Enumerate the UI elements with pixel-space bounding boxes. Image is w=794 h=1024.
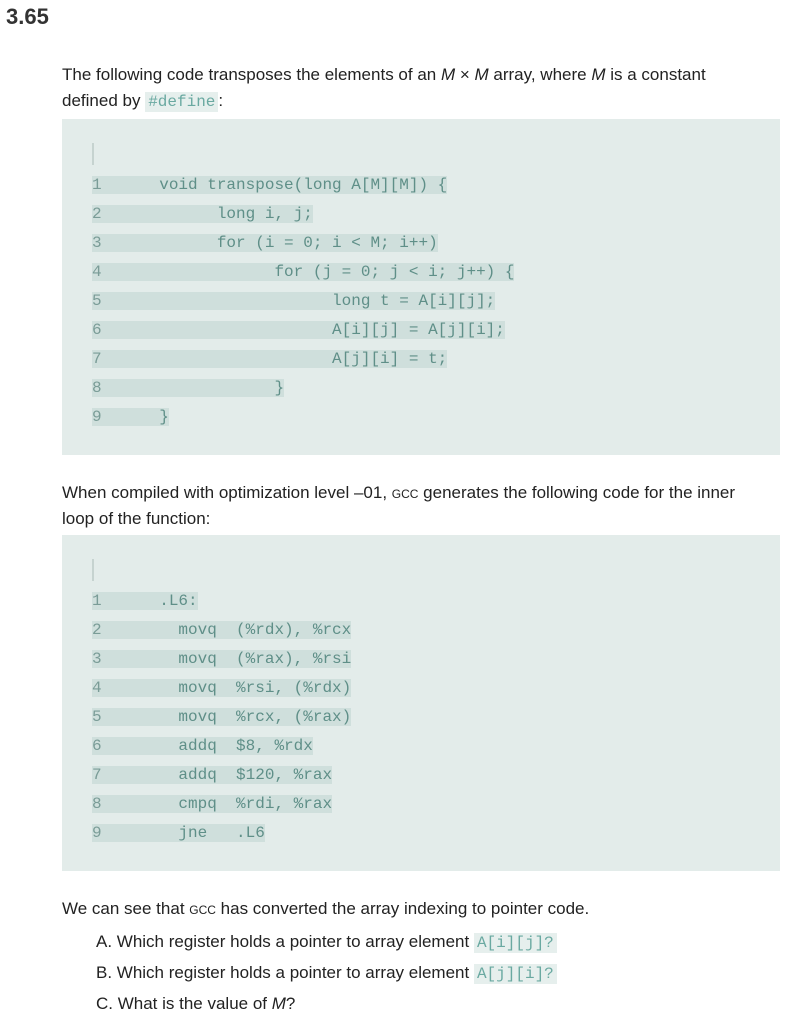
code-line: 2 long i, j;: [92, 205, 313, 223]
code-line: 9 }: [92, 408, 169, 426]
compile-text: When compiled with optimization level –01,: [62, 483, 392, 502]
code-line: 8 cmpq %rdi, %rax: [92, 795, 333, 813]
code-line: 7 A[j][i] = t;: [92, 350, 448, 368]
code-line: 1 void transpose(long A[M][M]) {: [92, 176, 448, 194]
inline-code: A[i][j]?: [474, 933, 557, 953]
inline-code: A[j][i]?: [474, 964, 557, 984]
intro-text: is a constant defined by: [62, 65, 706, 110]
code-line: 2 movq (%rdx), %rcx: [92, 621, 352, 639]
intro-m: M: [474, 65, 489, 84]
compile-paragraph: [62, 480, 762, 532]
intro-text: array, where: [488, 65, 592, 84]
compile-text: generates the following code for the inner loop of the function:: [62, 483, 736, 528]
conclusion-paragraph: [62, 896, 762, 922]
code-line: 5 long t = A[i][j];: [92, 292, 496, 310]
question-a: A. Which register holds a pointer to array element A[i][j]?: [96, 927, 557, 958]
intro-text: :: [218, 91, 224, 110]
code-line: 1 .L6:: [92, 592, 198, 610]
code-line: 9 jne .L6: [92, 824, 265, 842]
code-line: 5 movq %rcx, (%rax): [92, 708, 352, 726]
c-code-block: [62, 119, 780, 455]
code-line: 4 movq %rsi, (%rdx): [92, 679, 352, 697]
define-code: #define: [145, 92, 218, 112]
m-variable: M: [271, 994, 286, 1013]
intro-text: The following code transposes the elements of an: [62, 65, 441, 84]
code-line: 8 }: [92, 379, 285, 397]
question-list: [96, 927, 557, 1018]
intro-m: M: [440, 65, 456, 84]
code-line: 7 addq $120, %rax: [92, 766, 333, 784]
problem-number: 3.65: [6, 4, 49, 29]
code-line: 6 addq $8, %rdx: [92, 737, 313, 755]
gutter-bar: [92, 559, 94, 581]
asm-code-block: [62, 535, 780, 871]
code-line: 3 for (i = 0; i < M; i++): [92, 234, 438, 252]
intro-times: ×: [455, 65, 475, 84]
code-line: 4 for (j = 0; j < i; j++) {: [92, 263, 515, 281]
intro-paragraph: [62, 62, 762, 115]
gcc-name: gcc: [391, 483, 419, 502]
intro-m: M: [591, 65, 606, 84]
question-b: B. Which register holds a pointer to array element A[j][i]?: [96, 958, 557, 989]
conclusion-text: We can see that: [62, 899, 190, 918]
code-line: 3 movq (%rax), %rsi: [92, 650, 352, 668]
code-line: 6 A[i][j] = A[j][i];: [92, 321, 505, 339]
gutter-bar: [92, 143, 94, 165]
gcc-name: gcc: [189, 899, 216, 918]
question-c: C. What is the value of M?: [96, 994, 296, 1013]
conclusion-text: has converted the array indexing to pointer code.: [215, 899, 590, 918]
